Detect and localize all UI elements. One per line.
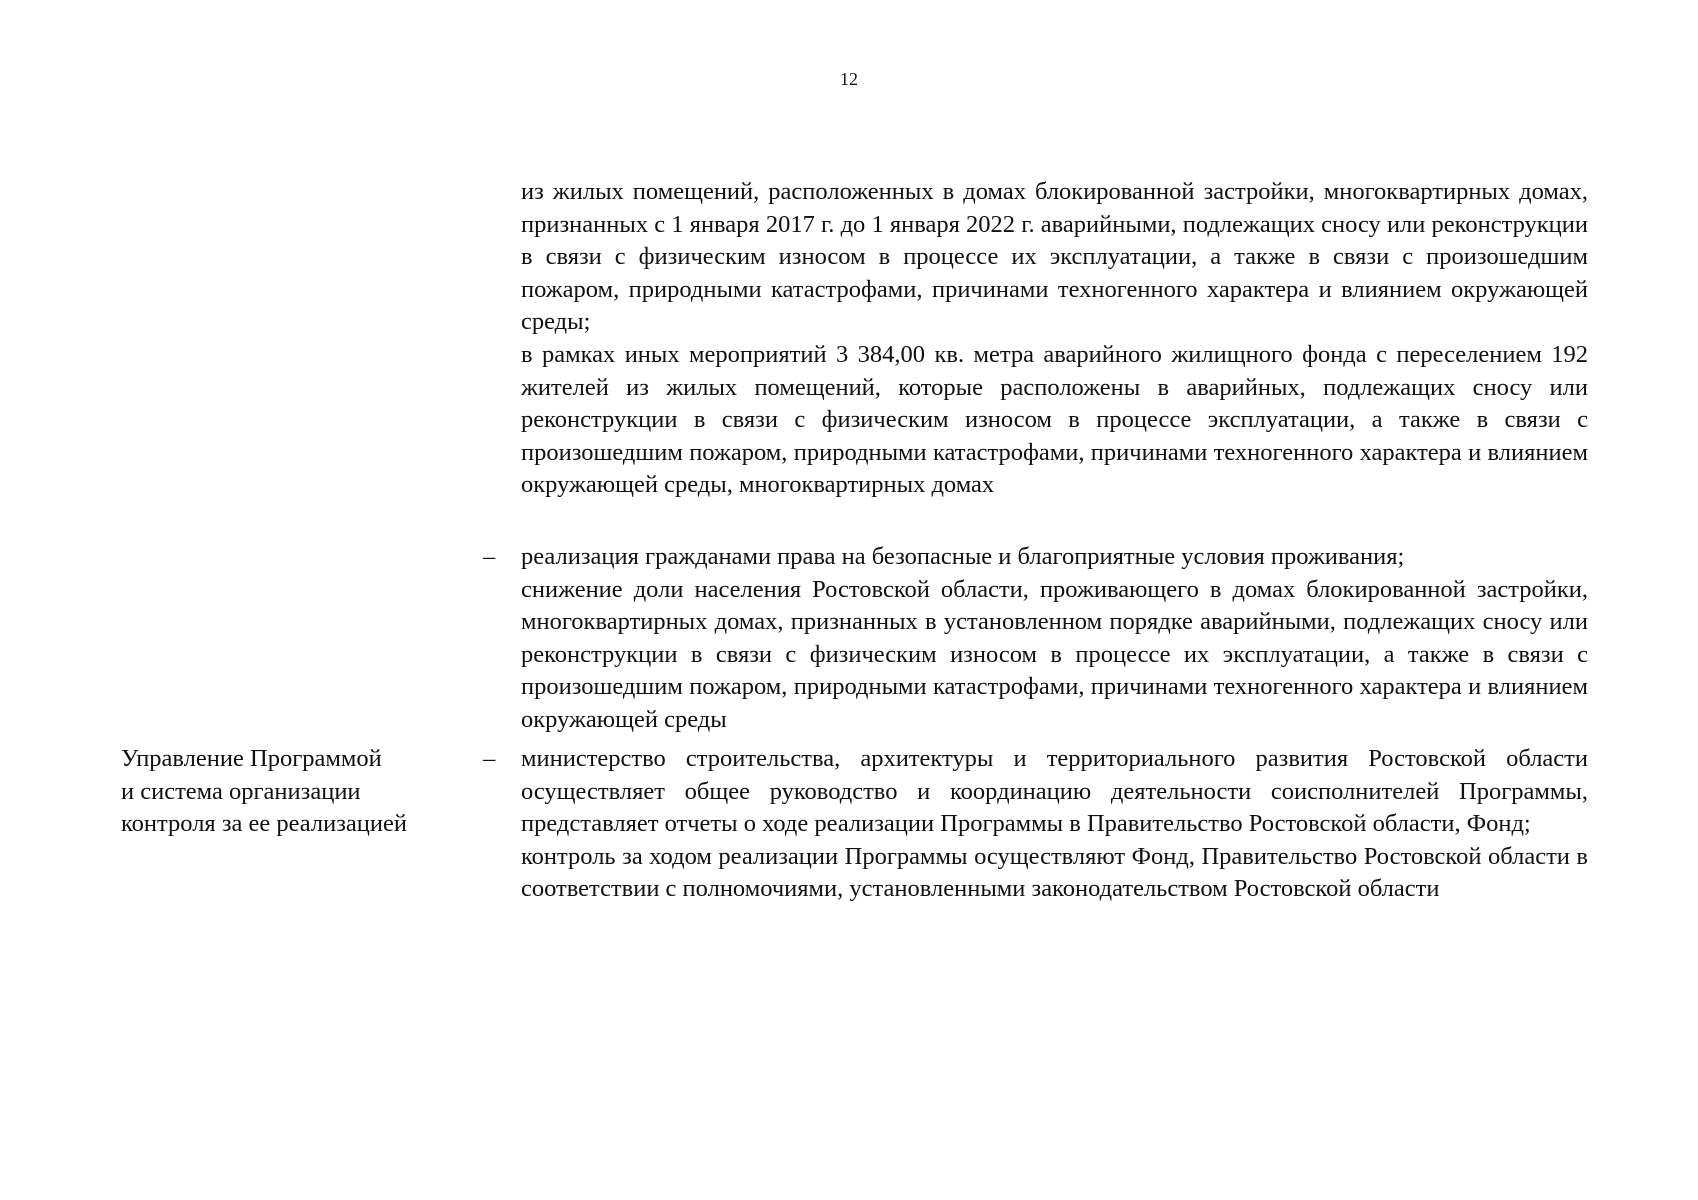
label-line: Управление Программой bbox=[121, 745, 382, 772]
results-content bbox=[521, 541, 1588, 737]
paragraph: в рамках иных мероприятий 3 384,00 кв. метра аварийного жилищного фонда с переселением 192 жителей из жилых помещений, которые расположены в аварийных, подлежащих сносу или реконструкции в связи с физическим износом в процессе эксплуатации, а также в связи с произошедшим пожаром, природными катастрофами, причинами техногенного характера и влиянием окружающей среды, многоквартирных домах bbox=[521, 340, 1588, 499]
paragraph: снижение доли населения Ростовской области, проживающего в домах блокированной застройки, многоквартирных домах, признанных в установленном порядке аварийными, подлежащих сносу или реконструкции в связи с физическим износом в процессе их эксплуатации, а также в связи с произошедшим пожаром, природными катастрофами, причинами техногенного характера и влиянием окружающей среды bbox=[521, 575, 1588, 733]
continuation-content bbox=[521, 176, 1588, 502]
paragraph: из жилых помещений, расположенных в домах блокированной застройки, многоквартирных домах, признанных с 1 января 2017 г. до 1 января 2022 г. аварийными, подлежащих сносу или реконструкции в связи с физическим износом в процессе их эксплуатации, а также в связи с произошедшим пожаром, природными катастрофами, причинами техногенного характера и влиянием окружающей среды; bbox=[521, 178, 1588, 336]
page-number: 12 bbox=[840, 69, 858, 89]
paragraph: контроль за ходом реализации Программы осуществляют Фонд, Правительство Ростовской области в соответствии с полномочиями, установленными законодательством Ростовской области bbox=[521, 842, 1588, 903]
label-line: и система организации bbox=[121, 777, 361, 805]
list-dash: – bbox=[483, 745, 496, 772]
management-content bbox=[521, 743, 1588, 906]
paragraph: министерство строительства, архитектуры и территориального развития Ростовской области осуществляет общее руководство и координацию деятельности соисполнителей Программы, представляет отчеты о ходе реализации Программы в Правительство Ростовской области, Фонд; bbox=[521, 745, 1588, 838]
label-line: контроля за ее реализацией bbox=[121, 810, 407, 838]
paragraph: реализация гражданами права на безопасные и благоприятные условия проживания; bbox=[521, 543, 1405, 570]
section-label bbox=[121, 743, 481, 841]
list-dash: – bbox=[483, 543, 496, 570]
